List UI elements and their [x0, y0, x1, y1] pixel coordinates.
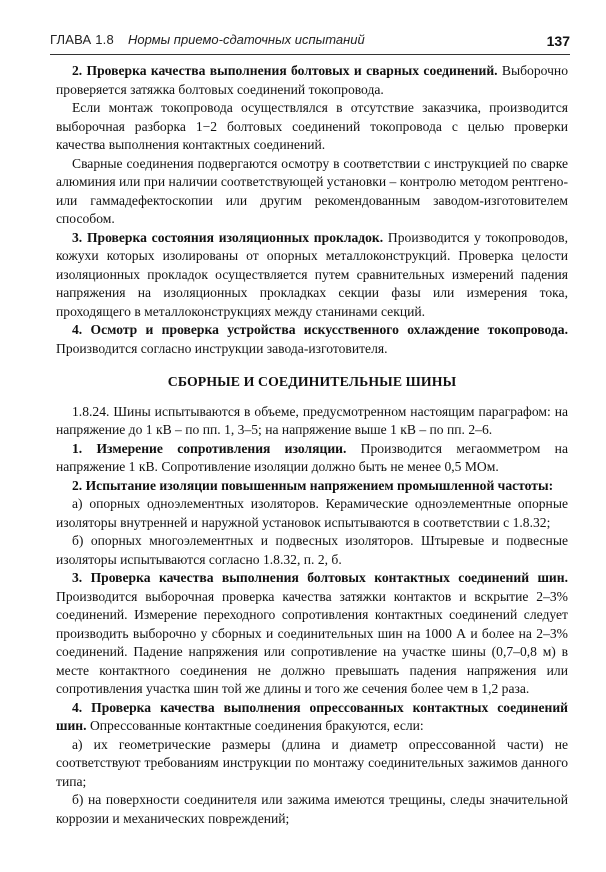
header-rule: [50, 54, 570, 55]
paragraph: [56, 791, 568, 828]
paragraph: [56, 62, 568, 99]
paragraph-lead: 3. Проверка состояния изоляционных прокладок.: [72, 229, 384, 245]
paragraph: [56, 440, 568, 477]
paragraph-lead: 1. Измерение сопротивления изоляции.: [72, 440, 347, 456]
paragraph-text: а) их геометрические размеры (длина и диаметр опрессованной части) не соответствуют требованиям инструкции по монтажу соединительных зажимов данного типа;: [56, 736, 568, 789]
paragraph-text: Опрессованные контактные соединения бракуются, если:: [86, 718, 424, 733]
paragraph: [56, 699, 568, 736]
paragraph: [56, 736, 568, 792]
paragraph-lead: 4. Проверка качества выполнения опрессованных контактных соединений шин.: [56, 699, 568, 733]
paragraph-text: Выборочно проверяется затяжка болтовых соединений токопровода.: [56, 63, 568, 97]
paragraph-text: а) опорных одноэлементных изоляторов. Керамические одноэлементные опорные изоляторы внутренней и наружной установок испытываются в соответствии с 1.8.32;: [56, 496, 568, 530]
paragraph: [56, 403, 568, 440]
paragraph: [56, 321, 568, 358]
paragraph-text: 1.8.24. Шины испытываются в объеме, предусмотренном настоящим параграфом: на напряжение до 1 кВ – по пп. 1, 3–5; на напряжение выше 1 кВ – по пп. 2–6.: [56, 403, 568, 437]
paragraph-lead: 2. Испытание изоляции повышенным напряжением промышленной частоты:: [72, 477, 554, 493]
paragraph-text: Сварные соединения подвергаются осмотру в соответствии с инструкцией по сварке алюминия или при наличии соответствующей установки – контролю методом рентгено- или гаммадефектоскопии или другим рекомендованным заводом-изготовителем способом.: [56, 155, 568, 226]
body-text: [56, 62, 568, 828]
page-number: 137: [546, 33, 570, 49]
paragraph-text: Если монтаж токопровода осуществлялся в отсутствие заказчика, производится выборочная разборка 1−2 болтовых соединений токопровода с целью проверки качества выполнения контактных соединений.: [56, 100, 568, 152]
paragraph: [56, 495, 568, 532]
paragraph: [56, 99, 568, 155]
running-section-title: Нормы приемо-сдаточных испытаний: [128, 32, 365, 47]
section-b: [56, 403, 568, 829]
paragraph-text: Производится согласно инструкции завода-изготовителя.: [56, 340, 388, 356]
paragraph-lead: 2. Проверка качества выполнения болтовых и сварных соединений.: [72, 63, 498, 78]
chapter-label: ГЛАВА 1.8: [50, 32, 114, 47]
running-header: [50, 32, 570, 54]
section-heading: СБОРНЫЕ И СОЕДИНИТЕЛЬНЫЕ ШИНЫ: [167, 374, 457, 389]
paragraph-text: Производится мегаомметром на напряжение 1 кВ. Сопротивление изоляции должно быть не менее 0,5 МОм.: [56, 440, 568, 474]
paragraph-text: б) опорных многоэлементных и подвесных изоляторов. Штыревые и подвесные изоляторы испытываются согласно 1.8.32, п. 2, б.: [56, 533, 568, 567]
paragraph-lead: 3. Проверка качества выполнения болтовых контактных соединений шин.: [72, 570, 568, 585]
paragraph: [56, 532, 568, 569]
section-a: [56, 62, 568, 358]
paragraph: [56, 229, 568, 322]
paragraph: [56, 477, 568, 496]
paragraph-lead: 4. Осмотр и проверка устройства искусственного охлаждение токопровода.: [72, 322, 568, 337]
paragraph: [56, 569, 568, 699]
paragraph: [56, 155, 568, 229]
paragraph-text: Производится у токопроводов, кожухи которых изолированы от опорных металлоконструкций. Проверка целости изоляционных прокладок осуществляется путем сравнительных измерений падения напряжения на изоляционных прокладках секции фазы или измерения тока, проходящего в металлоконструкциях между станинами секций.: [56, 229, 568, 319]
paragraph-text: б) на поверхности соединителя или зажима имеются трещины, следы значительной коррозии и механических повреждений;: [56, 792, 568, 826]
paragraph-text: Производится выборочная проверка качества затяжки контактов и вскрытие 2–3% соединений. Измерение переходного сопротивления контактных соединений следует производить выборочно у сборных и соединительных шин на 1000 А и более на 2–3% соединений. Падение напряжения или сопротивление на участке шины (0,7–0,8 м) в месте контактного соединения не должно превышать падения напряжения или сопротивления участка шин той же длины и того же сечения более чем в 1,2 раза.: [56, 588, 568, 696]
